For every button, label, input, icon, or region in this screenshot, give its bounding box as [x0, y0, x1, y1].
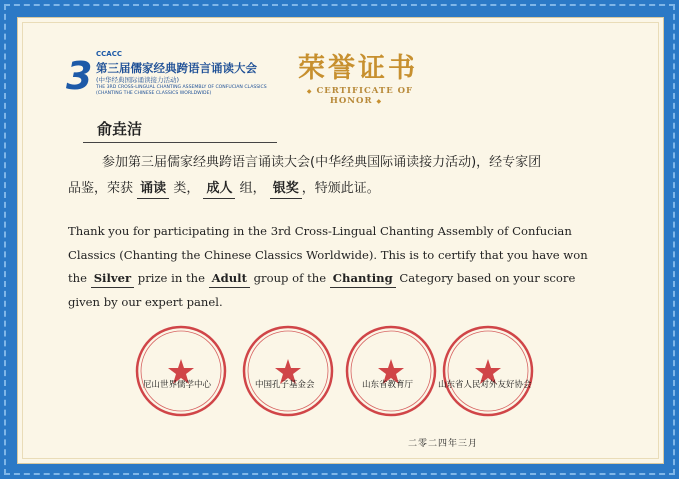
issue-date: 二零二四年三月	[408, 439, 479, 449]
en-line3-b: prize in the	[137, 271, 205, 285]
seal-nishan	[133, 323, 229, 419]
certificate-title-en-text: CERTIFICATE OF HONOR	[316, 86, 414, 106]
en-prize: Silver	[91, 270, 134, 288]
event-logo	[66, 48, 276, 118]
cn-line2	[68, 176, 623, 202]
cn-category-suffix: 类，	[173, 181, 200, 196]
certificate-paper	[17, 17, 664, 464]
en-line3-c: group of the	[253, 271, 327, 285]
cn-category: 诵读	[137, 180, 169, 199]
en-line3	[68, 267, 623, 291]
seal-shandong-education	[343, 323, 439, 419]
seal-label-3: 山东省教育厅	[362, 380, 414, 390]
english-body	[68, 220, 623, 314]
logo-cn-title: 第三届儒家经典跨语言诵读大会	[96, 61, 257, 75]
logo-en-line1: THE 3RD CROSS-LINGUAL CHANTING ASSEMBLY OF CONFUCIAN CLASSICS	[96, 85, 267, 90]
en-line1: Thank you for participating in the 3rd Cross-Lingual Chanting Assembly of Confucian	[68, 224, 572, 238]
seal-shandong-friendship	[440, 323, 536, 419]
recipient-name: 俞垚洁	[83, 118, 277, 143]
en-category: Chanting	[330, 270, 396, 288]
cn-suffix: ，特颁此证。	[301, 181, 380, 196]
en-line2: Classics (Chanting the Chinese Classics Worldwide). This is to certify that you have won	[68, 247, 588, 262]
cn-line1: 参加第三届儒家经典跨语言诵读大会(中华经典国际诵读接力活动)，经专家团	[102, 155, 542, 170]
seal-label-1: 尼山世界儒学中心	[143, 380, 212, 390]
seal-label-2: 中国孔子基金会	[255, 380, 315, 390]
en-line3-a: the	[68, 271, 87, 285]
cn-prize: 银奖	[270, 180, 302, 199]
logo-cn-subtitle: (中华经典国际诵读接力活动)	[96, 76, 180, 84]
seal-label-4: 山东省人民对外友好协会	[438, 380, 532, 390]
en-line3-d: Category based on your score	[399, 271, 576, 285]
certificate-title-cn: 荣誉证书	[298, 53, 418, 84]
seal-confucius-foundation	[240, 323, 336, 419]
certificate-title-en	[273, 86, 443, 106]
en-group: Adult	[209, 270, 250, 288]
chinese-body	[68, 150, 623, 202]
cn-prefix: 品鉴，荣获	[68, 181, 134, 196]
logo-en-line2: (CHANTING THE CHINESE CLASSICS WORLDWIDE)	[96, 91, 212, 96]
seals-row	[18, 323, 663, 438]
logo-numeral: 3	[66, 54, 93, 98]
cn-group: 成人	[203, 180, 235, 199]
en-line4: given by our expert panel.	[68, 294, 223, 309]
logo-org: CCACC	[96, 50, 122, 58]
cn-group-suffix: 组，	[239, 181, 266, 196]
